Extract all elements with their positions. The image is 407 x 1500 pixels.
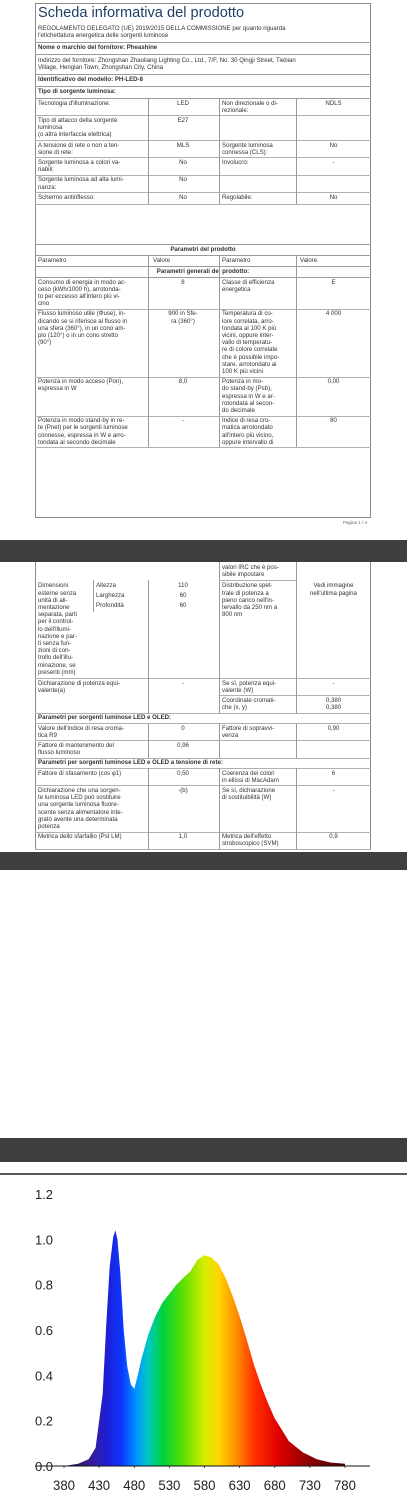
row-2-param-value-0: No — [329, 141, 338, 149]
spectral-distribution-chart — [0, 1162, 407, 1500]
page-number-1: Pagina 1 / 4 — [343, 520, 368, 525]
dim-label-0: Dimensioni — [38, 582, 69, 590]
row-0-param-0: Coerenza dei colori — [222, 769, 275, 777]
row-2-param-value-0: 0,9 — [329, 833, 338, 841]
row-5-label-0: Schermo antiriflesso: — [38, 193, 95, 201]
y-tick-label-4: 0.8 — [35, 1277, 53, 1293]
spectral-value-1: nell'ultima pagina — [310, 589, 357, 597]
dim-label-2: unità di ali- — [38, 596, 68, 604]
col-divider-296 — [296, 98, 297, 204]
row-3-param-0: Involucro: — [222, 158, 249, 166]
dim-label-3: mentazione — [38, 604, 70, 611]
spectral-label-0: Distribuzione spet- — [222, 582, 273, 590]
page-separator-2 — [0, 852, 407, 870]
gen-col-divider-148 — [148, 277, 149, 447]
row-2-param-1: connessa (CLS): — [222, 148, 268, 156]
equiv-yes-value: - — [332, 680, 335, 687]
dim-label-6: lo dell'illumi- — [38, 625, 71, 633]
p2-col-divider-1a — [148, 580, 149, 712]
chromaticity-values-0: 0,380 — [325, 696, 342, 704]
row-1-label-1: luminosa — [38, 124, 63, 132]
chart-plot — [35, 1187, 370, 1493]
led-col-divider-219 — [219, 723, 220, 758]
row-1-param-3: vicini, oppure inter- — [222, 331, 274, 339]
equiv-power-label-1: valente(a) — [38, 687, 66, 695]
row-1-param-6: che è possibile impo- — [222, 353, 280, 361]
row-2-value-0: 8,0 — [178, 378, 188, 386]
dim-divider — [35, 678, 371, 679]
row-0-value-0: 0 — [181, 724, 185, 732]
row-0-label-1: ceso (kWh/1000 h), arrotonda- — [38, 285, 121, 293]
x-tick-label-8: 780 — [333, 1477, 357, 1493]
row-1-value-0: 900 in Sfe- — [168, 310, 198, 318]
row-2-param-value-0: 0,00 — [327, 378, 340, 386]
row-3-param-3: oppure intervallo di — [222, 438, 274, 446]
row-0-label-1: tica R9 — [38, 731, 57, 739]
row-3-param-0: Indice di resa cro- — [222, 417, 271, 425]
spectral-value-0: Vedi immagine — [313, 582, 354, 590]
row-2-value-0: MLS — [176, 141, 190, 149]
row-1-label-2: una sorgente luminosa fluore- — [38, 801, 119, 809]
mains-col-divider-219 — [219, 768, 220, 849]
row-2-label-1: espressa in W — [38, 385, 77, 393]
row-1-param-5: re di colore correlate — [222, 346, 278, 354]
row-1-param-0: Se sì, dichiarazione — [222, 786, 276, 794]
row-5-param-value-0: No — [329, 193, 338, 201]
col-param2-header: Parametro — [222, 257, 251, 264]
y-tick-label-6: 1.2 — [35, 1187, 53, 1202]
led-col-divider-296 — [296, 723, 297, 758]
row-1-value-0: -(b) — [178, 786, 188, 794]
x-tick-label-1: 430 — [88, 1477, 111, 1493]
dim-label-11: minazione, se — [38, 661, 76, 669]
row-0-label-3: cino — [38, 300, 50, 308]
row-1-label-4: (90°) — [38, 339, 52, 347]
row-0-param-1: energetica — [222, 285, 251, 293]
mains-col-divider-296 — [296, 768, 297, 849]
row-1-param-0: Temperatura di co- — [222, 310, 273, 318]
page-2 — [0, 562, 407, 852]
equiv-yes-label-0: Se sì, potenza equi- — [222, 680, 277, 687]
x-tick-label-5: 630 — [228, 1477, 251, 1493]
row-3-label-3: tondata al secondo decimale — [38, 438, 116, 446]
row-2-param-2: espressa in W e ar- — [222, 392, 275, 400]
page-title: Scheda informativa del prodotto — [38, 5, 245, 21]
dim-label-7: nazione e par- — [38, 632, 77, 640]
row-0-param-value-0: 0,90 — [327, 724, 340, 732]
gen-col-divider-219 — [219, 277, 220, 447]
row-2-param-0: Sorgente luminosa — [222, 141, 273, 149]
y-tick-label-3: 0.6 — [35, 1323, 53, 1338]
row-2-param-1: do stand-by (Psb), — [222, 385, 272, 393]
row-1-param-8: 100 K più vicini — [222, 367, 263, 375]
equiv-power-value: - — [181, 680, 185, 687]
row-2-param-0: Potenza in mo- — [222, 378, 263, 386]
row-0-label-0: Consumo di energia in modo ac- — [38, 278, 127, 286]
p2-col-divider-3a — [296, 562, 297, 713]
gen-col-divider-296 — [296, 277, 297, 447]
row-1-value-1: ra (360°) — [171, 317, 195, 325]
y-tick-label-0: 0.0 — [35, 1459, 53, 1474]
row-0-param-0: Classe di efficienza — [222, 278, 275, 286]
row-2-label-0: Metrica dello sfarfallio (Pst LM) — [38, 833, 122, 841]
dim-label-12: presenti (mm) — [38, 668, 76, 676]
row-5-param-0: Regolabile: — [222, 193, 253, 201]
col-param-header: Parametro — [38, 257, 67, 264]
row-1-param-value-0: 4 000 — [325, 310, 342, 318]
product-params-heading: Parametri del prodotto — [170, 246, 236, 253]
dim-inner-divider — [93, 580, 94, 611]
row-3-label-1: te (Pnet) per le sorgenti luminose — [38, 424, 128, 432]
general-params-heading: Parametri generali del prodotto: — [156, 268, 250, 275]
row-1-param-7: stare, arrotondato ai — [222, 360, 277, 368]
row-0-value-0: 0,50 — [177, 769, 189, 777]
row-1-value-0: E27 — [177, 116, 189, 124]
row-5-value-0: No — [179, 193, 187, 201]
page-3 — [0, 1162, 407, 1500]
dim-2-value: 60 — [179, 601, 187, 609]
dim-1-name: Larghezza — [96, 592, 125, 600]
row-0-label-0: Tecnologia d'illuminazione: — [38, 99, 111, 107]
row-2-param-0: Metrica dell'effetto — [222, 833, 272, 841]
dim-label-10: trollo dell'illu- — [38, 654, 74, 662]
row-2-label-0: A tensione di rete o non a ten- — [38, 141, 120, 149]
row-1-param-value-0: - — [332, 786, 335, 794]
row-4-label-1: nanza: — [38, 183, 57, 191]
row-0-value-0: LED — [177, 99, 189, 107]
row-1-param-1: di sostituibilità (W) — [222, 794, 272, 802]
row-1-label-0: Flusso luminoso utile (Φuse), in- — [38, 310, 126, 318]
row-1-label-3: scente senza alimentatore inte- — [38, 808, 123, 816]
page-separator-3 — [0, 1138, 407, 1162]
col-divider-219 — [219, 98, 220, 204]
row-0-label-0: Valore dell'indice di resa croma- — [38, 724, 125, 732]
row-1-param-4: vallo di temperatu- — [222, 339, 273, 347]
row-2-label-1: sione di rete: — [38, 148, 73, 156]
led-col-divider-148 — [148, 723, 149, 758]
dim-label-5: per il control- — [38, 618, 74, 626]
mains-col-divider-148 — [148, 768, 149, 849]
regulation-line-2: l'etichettatura energetica delle sorgenti luminose — [38, 32, 169, 39]
row-1-label-5: potenza — [38, 822, 60, 830]
x-tick-label-3: 530 — [158, 1477, 181, 1493]
row-2-param-1: stroboscopico (SVM) — [222, 840, 279, 848]
led-oled-heading: Parametri per sorgenti luminose LED e OLED: — [38, 714, 172, 722]
col-divider-148 — [148, 98, 149, 204]
row-2-label-0: Potenza in modo acceso (Pon), — [38, 378, 124, 386]
mains-heading: Parametri per sorgenti luminose LED e OLED a tensione di rete: — [38, 759, 223, 767]
dim-label-4: separata, parti — [38, 611, 77, 619]
col-value2-header: Valore — [300, 257, 318, 264]
col-value-header: Valore — [153, 257, 171, 264]
row-1-param-1: lore correlata, arro- — [222, 317, 274, 325]
dim-label-8: ti senza fun- — [38, 640, 72, 647]
row-0-param-1: rezionale: — [222, 106, 249, 114]
page-1 — [0, 0, 407, 540]
row-0-param-1: venza — [222, 731, 239, 739]
row-3-value-0: - — [181, 417, 185, 425]
y-tick-label-1: 0.2 — [35, 1413, 53, 1429]
page-separator-1 — [0, 540, 407, 562]
row-0-param-value-0: NDLS — [325, 99, 342, 107]
chromaticity-label-1: che (x, y) — [222, 704, 248, 712]
spectral-label-3: tervallo da 250 nm a — [222, 604, 278, 611]
row-3-param-2: all'intero più vicino, — [222, 431, 274, 439]
supplier-name: Nome o marchio del fornitore: Pheashine — [38, 44, 158, 51]
equiv-power-label-0: Dichiarazione di potenza equi- — [38, 680, 120, 687]
dim-label-1: esterne senza — [38, 589, 77, 597]
row-1-label-4: grato avente una determinata — [38, 815, 118, 823]
row-1-label-1: flusso luminoso — [38, 749, 80, 757]
spectrum-area — [64, 1230, 345, 1466]
dim-label-9: zioni di con- — [38, 647, 71, 655]
x-tick-label-6: 680 — [263, 1477, 286, 1493]
spectral-label-1: trale di potenza a — [222, 589, 269, 597]
row-3-label-2: connesse, espressa in W e arro- — [38, 431, 126, 439]
spectral-label-4: 800 nm — [222, 611, 243, 619]
row-3-value-0: No — [179, 158, 187, 166]
row-divider-5 — [35, 204, 371, 205]
regulation-line-1: REGOLAMENTO DELEGATO (UE) 2019/2015 DELLA COMMISSIONE per quanto riguarda — [38, 25, 286, 32]
row-0-param-0: Fattore di sopravvi- — [222, 724, 275, 732]
row-1-param-2: tondata al 100 K più — [222, 324, 277, 332]
x-tick-label-0: 380 — [53, 1477, 76, 1493]
row-3-label-0: Sorgente luminosa a colori va- — [38, 158, 121, 166]
row-1-label-2: (o altra interfaccia elettrica) — [38, 131, 112, 139]
y-tick-label-5: 1.0 — [35, 1232, 53, 1248]
row-0-label-0: Fattore di sfasamento (cos φ1) — [38, 769, 122, 777]
row-0-label-2: to per eccesso all'intero più vi- — [38, 292, 120, 300]
cri-continued-0: valori IRC che è pos- — [222, 564, 279, 571]
row-1-label-0: Dichiarazione che una sorgen- — [38, 786, 121, 794]
cri-divider — [219, 580, 296, 581]
row-0-param-0: Non direzionale o di- — [222, 99, 278, 107]
row-1-label-2: una sfera (360°), in un cono am- — [38, 324, 126, 332]
row-4-value-0: No — [179, 176, 187, 184]
row-3-param-value-0: 80 — [330, 417, 337, 425]
model-identifier: Identificativo del modello: PH-LED-8 — [38, 76, 143, 83]
cri-continued-1: sibile impostare — [222, 571, 265, 579]
row-2-param-3: rotondata al secon- — [222, 399, 275, 407]
equiv-yes-label-1: valente (W) — [222, 687, 254, 695]
row-1-label-0: Fattore di mantenimento del — [38, 741, 114, 749]
row-2-param-4: do decimale — [222, 406, 255, 414]
chromaticity-values-1: 0,380 — [325, 704, 342, 712]
dim-1-value: 60 — [179, 592, 187, 600]
x-tick-label-4: 580 — [193, 1477, 216, 1493]
row-3-param-1: matica arrotondato — [222, 424, 273, 432]
row-3-label-0: Potenza in modo stand-by in re- — [38, 417, 125, 425]
source-type-heading: Tipo di sorgente luminosa: — [38, 88, 116, 95]
spectral-label-2: pieno carico nell'in- — [222, 596, 274, 604]
dim-0-value: 110 — [178, 582, 188, 590]
x-tick-label-2: 480 — [123, 1477, 146, 1493]
row-0-param-1: in ellissi di MacAdam — [222, 776, 279, 784]
dim-0-name: Altezza — [96, 582, 116, 590]
row-0-param-value-0: E — [331, 278, 336, 286]
p2-col-divider-2a — [219, 562, 220, 713]
dim-2-name: Profondità — [96, 601, 124, 609]
row-1-label-1: dicando se si riferisce al flusso in — [38, 317, 128, 325]
row-4-label-0: Sorgente luminosa ad alta lumi- — [38, 176, 124, 184]
x-tick-label-7: 730 — [298, 1477, 322, 1493]
row-1-value-0: 0,96 — [177, 741, 189, 749]
row-3-label-1: riabili: — [38, 166, 54, 174]
row-divider-2 — [35, 849, 371, 850]
row-1-label-3: pio (120°) o in un cono stretto — [38, 331, 119, 339]
row-1-label-1: te luminosa LED può sostituire — [38, 794, 121, 802]
chromaticity-label-0: Coordinate cromati- — [222, 696, 276, 704]
supplier-address-1: Indirizzo del fornitore: Zhongshan Zhaoliang Lighting Co., Ltd., 7/F, No. 30 Qingji Street, Tiebian — [38, 57, 296, 64]
row-0-value-0: 8 — [181, 278, 185, 286]
row-2-value-0: 1,0 — [178, 833, 188, 841]
supplier-address-2: Village, Henglan Town, Zhongshan City, China — [38, 64, 163, 71]
row-3-param-value-0: - — [332, 158, 335, 166]
row-0-param-value-0: 6 — [331, 769, 336, 777]
row-1-label-0: Tipo di attacco della sorgente — [38, 116, 118, 124]
y-tick-label-2: 0.4 — [35, 1368, 53, 1384]
row-divider-3 — [35, 447, 371, 448]
